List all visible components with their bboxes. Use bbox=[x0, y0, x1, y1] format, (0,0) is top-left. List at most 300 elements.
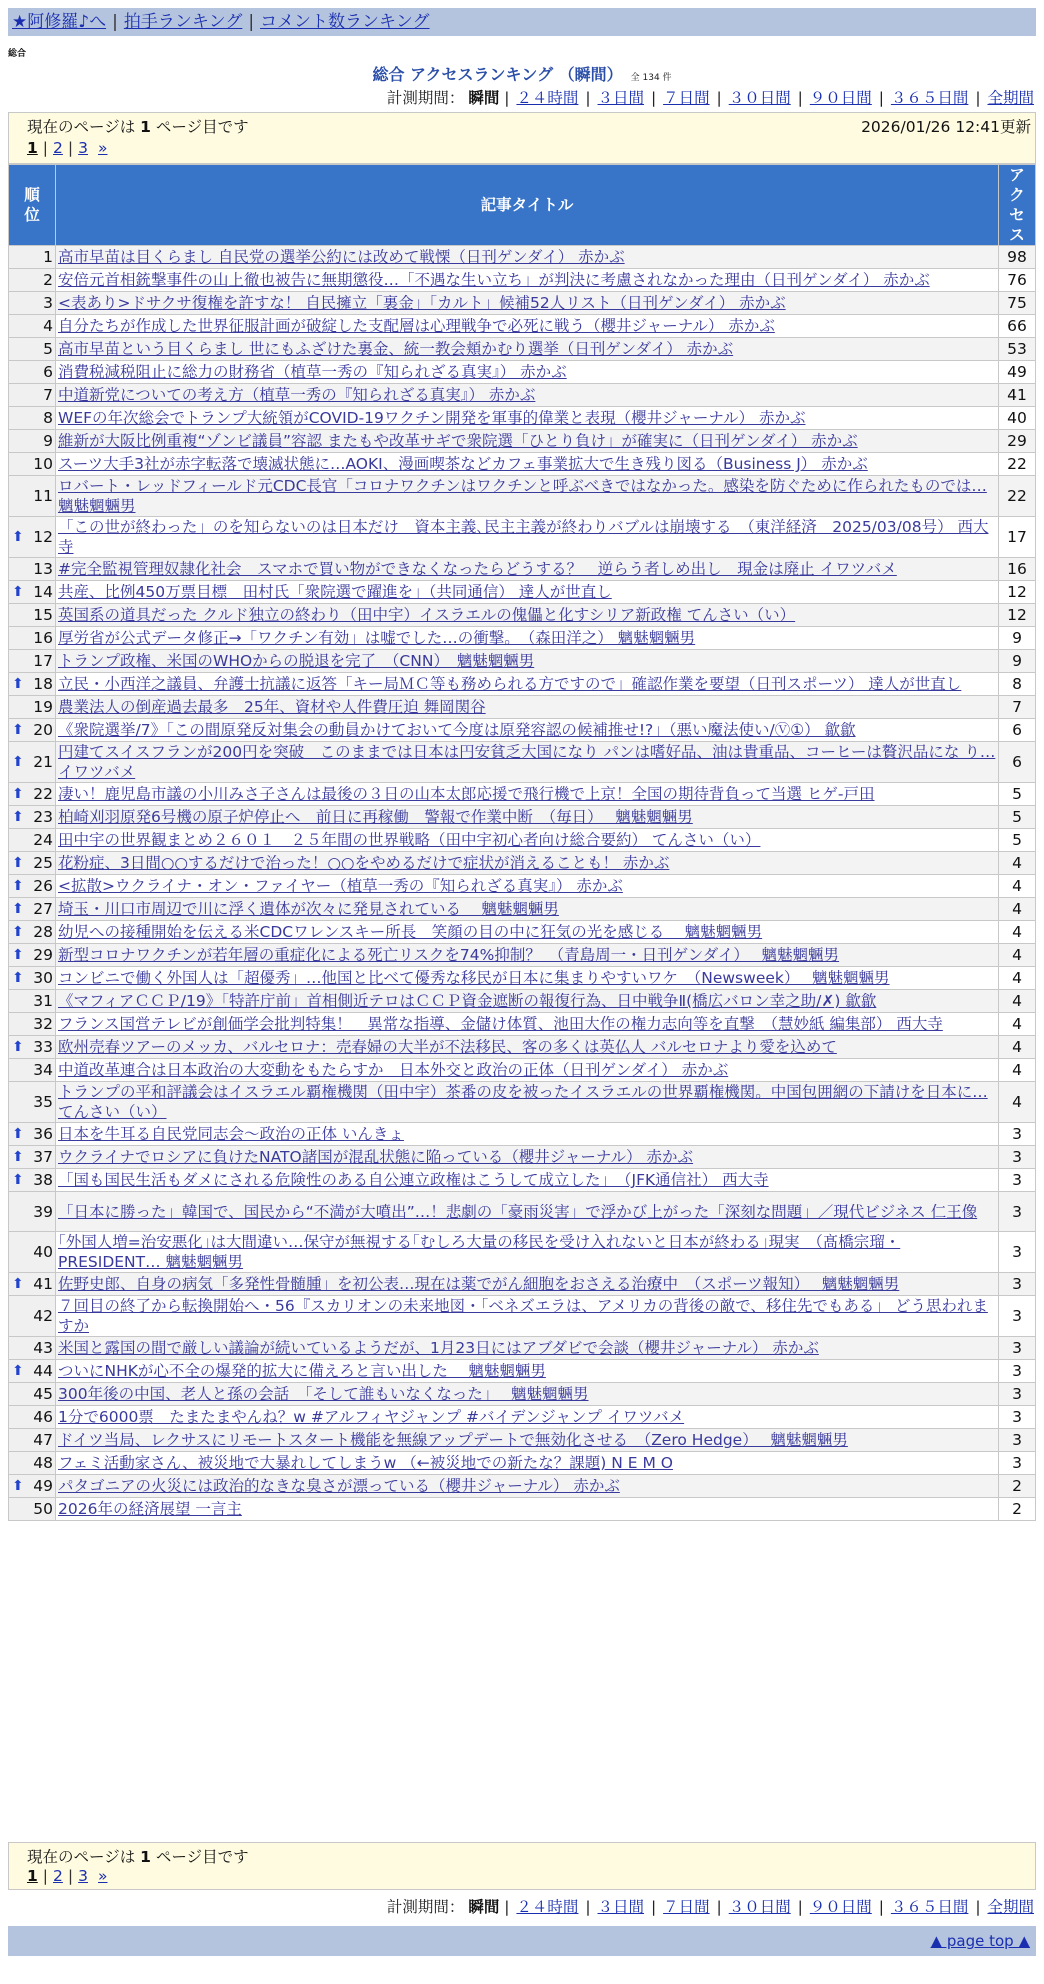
rank-cell bbox=[9, 1475, 56, 1498]
period-all[interactable]: 全期間 bbox=[987, 89, 1034, 107]
rank-cell bbox=[9, 673, 56, 696]
header-access: アクセス bbox=[999, 165, 1036, 246]
article-title-link[interactable]: 埼玉・川口市周辺で川に浮く遺体が次々に発見されている 魑魅魍魎男 bbox=[58, 900, 559, 918]
article-title-link[interactable]: フェミ活動家さん、被災地で大暴れしてしまうw （←被災地での新たな？課題) N E M O bbox=[58, 1454, 673, 1472]
up-arrow-icon: ⬆ bbox=[12, 901, 24, 917]
access-count: 9 bbox=[999, 650, 1036, 673]
up-arrow-icon: ⬆ bbox=[12, 1126, 24, 1142]
title-cell bbox=[56, 1498, 999, 1521]
table-row bbox=[9, 1406, 1036, 1429]
rank-cell bbox=[9, 967, 56, 990]
period-label-bottom: 計測期間： bbox=[386, 1898, 465, 1916]
article-title-link[interactable]: 幼児への接種開始を伝える米CDCワレンスキー所長 笑顔の目の中に狂気の光を感じる 魑魅魍魎男 bbox=[58, 923, 763, 941]
rank-number: 10 bbox=[33, 455, 53, 473]
table-row bbox=[9, 1082, 1036, 1123]
article-title-link[interactable]: 《マフィアＣＣＰ/19》「特許庁前」首相側近テロはＣＣＰ資金遮断の報復行為、日中戦争Ⅱ(橋広バロン幸之助/✗) 歙歙 bbox=[58, 992, 877, 1010]
article-title-link[interactable]: コンビニで働く外国人は「超優秀」…他国と比べて優秀な移民が日本に集まりやすいワケ （Newsweek） 魑魅魍魎男 bbox=[58, 969, 890, 987]
period-7d-bottom[interactable]: ７日間 bbox=[663, 1898, 710, 1916]
table-row bbox=[9, 361, 1036, 384]
article-title-link[interactable]: 農業法人の倒産過去最多 25年、資材や人件費圧迫 舞岡関谷 bbox=[58, 698, 486, 716]
up-arrow-icon: ⬆ bbox=[12, 529, 24, 545]
table-row bbox=[9, 246, 1036, 269]
access-count: 3 bbox=[999, 1146, 1036, 1169]
table-row bbox=[9, 1123, 1036, 1146]
rank-cell bbox=[9, 1082, 56, 1123]
article-title-link[interactable]: 花粉症、3日間○○するだけで治った！○○をやめるだけで症状が消えることも！ 赤かぶ bbox=[58, 854, 670, 872]
up-arrow-icon: ⬆ bbox=[12, 1478, 24, 1494]
access-count: 6 bbox=[999, 719, 1036, 742]
rank-cell bbox=[9, 875, 56, 898]
article-title-link[interactable]: 「日本に勝った」韓国で、国民から“不満が大噴出”…！悲劇の「豪雨災害」で浮かび上がった「深刻な問題」／現代ビジネス 仁王像 bbox=[58, 1202, 978, 1221]
table-row bbox=[9, 1383, 1036, 1406]
title-cell bbox=[56, 1452, 999, 1475]
access-count: 4 bbox=[999, 875, 1036, 898]
table-row bbox=[9, 517, 1036, 558]
title-cell bbox=[56, 407, 999, 430]
page-info-text-bottom: 現在のページは 1 ページ目です bbox=[27, 1848, 249, 1866]
rank-cell bbox=[9, 742, 56, 783]
page-info-bottom bbox=[8, 1842, 1036, 1890]
rank-cell bbox=[9, 1192, 56, 1232]
rank-cell bbox=[9, 1036, 56, 1059]
nav-link-comment-ranking[interactable]: コメント数ランキング bbox=[260, 12, 430, 32]
rank-cell bbox=[9, 696, 56, 719]
title-cell bbox=[56, 1232, 999, 1273]
article-title-link[interactable]: フランス国営テレビが創価学会批判特集！ 異常な指導、金儲け体質、池田大作の権力志向等を直撃 （慧妙紙 編集部） 西大寺 bbox=[58, 1015, 943, 1033]
access-count: 5 bbox=[999, 829, 1036, 852]
rank-cell bbox=[9, 315, 56, 338]
table-header-row bbox=[9, 165, 1036, 246]
article-title-link[interactable]: 中道新党についての考え方（植草一秀の『知られざる真実』） 赤かぶ bbox=[58, 386, 536, 404]
access-count: 4 bbox=[999, 921, 1036, 944]
table-row bbox=[9, 604, 1036, 627]
article-title-link[interactable]: 維新が大阪比例重複“ゾンビ議員”容認 またもや改革サギで衆院選「ひとり負け」が確実に（日刊ゲンダイ） 赤かぶ bbox=[58, 432, 858, 450]
updated-timestamp: 2026/01/26 12:41更新 bbox=[861, 118, 1031, 136]
table-row bbox=[9, 1232, 1036, 1273]
table-row bbox=[9, 1429, 1036, 1452]
rank-cell bbox=[9, 453, 56, 476]
article-title-link[interactable]: 佐野史郎、自身の病気「多発性骨髄腫」を初公表…現在は薬でがん細胞をおさえる治療中 （スポーツ報知） 魑魅魍魎男 bbox=[58, 1275, 900, 1293]
up-arrow-icon: ⬆ bbox=[12, 1039, 24, 1055]
title-cell bbox=[56, 384, 999, 407]
up-arrow-icon: ⬆ bbox=[12, 970, 24, 986]
rank-number: 14 bbox=[33, 583, 53, 601]
rank-number: 22 bbox=[33, 785, 53, 803]
pager-page-3-bottom[interactable]: 3 bbox=[78, 1867, 89, 1885]
article-title-link[interactable]: トランプの平和評議会はイスラエル覇権機関（田中宇）茶番の皮を被ったイスラエルの世界覇権機関。中国包囲網の下請けを日本に… てんさい（い） bbox=[58, 1083, 988, 1121]
rank-cell bbox=[9, 783, 56, 806]
table-row bbox=[9, 829, 1036, 852]
rank-number: 23 bbox=[33, 808, 53, 826]
title-cell bbox=[56, 1192, 999, 1232]
rank-number: 15 bbox=[33, 606, 53, 624]
table-row bbox=[9, 783, 1036, 806]
access-count: 12 bbox=[999, 604, 1036, 627]
rank-cell bbox=[9, 1406, 56, 1429]
title-cell bbox=[56, 783, 999, 806]
rank-cell bbox=[9, 1337, 56, 1360]
period-selector-top: 計測期間： 瞬間 | ２４時間 | ３日間 | ７日間 | ３０日間 | ９０日間 | ３６５日間 | 全期間 bbox=[386, 89, 1034, 107]
article-title-link[interactable]: 新型コロナワクチンが若年層の重症化による死亡リスクを74%抑制？ （青島周一・日刊ゲンダイ） 魑魅魍魎男 bbox=[58, 946, 840, 964]
table-row bbox=[9, 581, 1036, 604]
rank-number: 6 bbox=[43, 363, 53, 381]
up-arrow-icon: ⬆ bbox=[12, 1172, 24, 1188]
rank-cell bbox=[9, 407, 56, 430]
title-cell bbox=[56, 944, 999, 967]
table-row bbox=[9, 1059, 1036, 1082]
table-row bbox=[9, 1169, 1036, 1192]
rank-number: 50 bbox=[33, 1500, 53, 1518]
article-title-link[interactable]: ドイツ当局、レクサスにリモートスタート機能を無線アップデートで無効化させる （Zero Hedge） 魑魅魍魎男 bbox=[58, 1431, 848, 1449]
rank-cell bbox=[9, 338, 56, 361]
ranking-table bbox=[8, 164, 1036, 1521]
table-row bbox=[9, 315, 1036, 338]
table-row bbox=[9, 384, 1036, 407]
article-title-link[interactable]: 円建てスイスフランが200円を突破 このままでは日本は円安貧乏大国になり パンは嗜好品、油は貴重品、コーヒーは贅沢品にな り… イワツバメ bbox=[58, 743, 996, 781]
article-title-link[interactable]: 厚労省が公式データ修正→「ワクチン有効」は嘘でした…の衝撃。 （森田洋之） 魑魅魍魎男 bbox=[58, 629, 696, 647]
table-row bbox=[9, 852, 1036, 875]
article-title-link[interactable]: 1分で6000票 たまたまやんね？w #アルフィヤジャンプ #バイデンジャンプ イワツバメ bbox=[58, 1408, 685, 1426]
rank-cell bbox=[9, 246, 56, 269]
article-title-link[interactable]: 英国系の道具だった クルド独立の終わり（田中宇）イスラエルの傀儡と化すシリア新政権 てんさい（い） bbox=[58, 606, 796, 624]
rank-cell bbox=[9, 829, 56, 852]
rank-cell bbox=[9, 1059, 56, 1082]
article-title-link[interactable]: 2026年の経済展望 一言主 bbox=[58, 1500, 242, 1518]
article-title-link[interactable]: ロバート・レッドフィールド元CDC長官「コロナワクチンはワクチンと呼ぶべきではなかった。感染を防ぐために作られたものでは… 魑魅魍魎男 bbox=[58, 477, 987, 515]
title-cell bbox=[56, 990, 999, 1013]
rank-number: 17 bbox=[33, 652, 53, 670]
header-title: 記事タイトル bbox=[56, 165, 999, 246]
rank-number: 18 bbox=[33, 675, 53, 693]
rank-cell bbox=[9, 990, 56, 1013]
pager-current-bottom: 1 bbox=[27, 1867, 38, 1885]
article-title-link[interactable]: 柏崎刈羽原発6号機の原子炉停止へ 前日に再稼働 警報で作業中断 （毎日） 魑魅魍魎男 bbox=[58, 808, 693, 826]
table-row bbox=[9, 1337, 1036, 1360]
access-count: 3 bbox=[999, 1192, 1036, 1232]
article-title-link[interactable]: パタゴニアの火災には政治的なきな臭さが漂っている（櫻井ジャーナル） 赤かぶ bbox=[58, 1477, 620, 1495]
period-24h-bottom[interactable]: ２４時間 bbox=[516, 1898, 579, 1916]
rank-cell bbox=[9, 1169, 56, 1192]
rank-number: 46 bbox=[33, 1408, 53, 1426]
title-cell bbox=[56, 1123, 999, 1146]
table-row bbox=[9, 875, 1036, 898]
rank-cell bbox=[9, 1013, 56, 1036]
up-arrow-icon: ⬆ bbox=[12, 584, 24, 600]
access-count: 4 bbox=[999, 944, 1036, 967]
title-cell bbox=[56, 338, 999, 361]
access-count: 98 bbox=[999, 246, 1036, 269]
title-cell bbox=[56, 806, 999, 829]
title-cell bbox=[56, 430, 999, 453]
access-count: 66 bbox=[999, 315, 1036, 338]
title-cell bbox=[56, 875, 999, 898]
rank-number: 7 bbox=[43, 386, 53, 404]
table-row bbox=[9, 430, 1036, 453]
rank-cell bbox=[9, 852, 56, 875]
article-title-link[interactable]: <表あり>ドサクサ復権を許すな！ 自民擁立「裏金」「カルト」候補52人リスト（日刊ゲンダイ） 赤かぶ bbox=[58, 294, 786, 312]
table-row bbox=[9, 1452, 1036, 1475]
table-row bbox=[9, 650, 1036, 673]
title-cell bbox=[56, 1013, 999, 1036]
title-cell bbox=[56, 696, 999, 719]
table-row bbox=[9, 1013, 1036, 1036]
rank-cell bbox=[9, 430, 56, 453]
up-arrow-icon: ⬆ bbox=[12, 855, 24, 871]
article-title-link[interactable]: <拡散>ウクライナ・オン・ファイヤー（植草一秀の『知られざる真実』） 赤かぶ bbox=[58, 877, 623, 895]
period-90d[interactable]: ９０日間 bbox=[809, 89, 872, 107]
rank-cell bbox=[9, 1273, 56, 1296]
rank-cell bbox=[9, 1360, 56, 1383]
pager-next-bottom[interactable]: » bbox=[98, 1867, 108, 1885]
table-row bbox=[9, 1036, 1036, 1059]
article-title-link[interactable]: 《衆院選挙/7》「この間原発反対集会の動員かけておいて今度は原発容認の候補推せ!?」（悪い魔法使い/Ⓥ①） 歙歙 bbox=[58, 721, 856, 739]
period-7d[interactable]: ７日間 bbox=[663, 89, 710, 107]
rank-cell bbox=[9, 719, 56, 742]
table-row bbox=[9, 1498, 1036, 1521]
rank-number: 35 bbox=[33, 1093, 53, 1111]
article-title-link[interactable]: 「この世が終わった」のを知らないのは日本だけ 資本主義､民主主義が終わりバブルは崩壊する （東洋経済 2025/03/08号） 西大寺 bbox=[58, 518, 989, 556]
article-title-link[interactable]: 欧州売春ツアーのメッカ、バルセロナ：売春婦の大半が不法移民、客の多くは英仏人 バルセロナより愛を込めて bbox=[58, 1038, 837, 1056]
table-row bbox=[9, 558, 1036, 581]
article-title-link[interactable]: 高市早苗という目くらまし 世にもふざけた裏金、統一教会頬かむり選挙（日刊ゲンダイ） 赤かぶ bbox=[58, 340, 734, 358]
pager-page-3[interactable]: 3 bbox=[78, 139, 89, 157]
access-count: 49 bbox=[999, 361, 1036, 384]
page-title: 総合 アクセスランキング （瞬間） bbox=[372, 65, 623, 84]
page-top-link[interactable]: ▲ page top ▲ bbox=[930, 1932, 1030, 1950]
rank-cell bbox=[9, 1296, 56, 1337]
title-cell bbox=[56, 742, 999, 783]
period-all-bottom[interactable]: 全期間 bbox=[987, 1898, 1034, 1916]
access-count: 3 bbox=[999, 1169, 1036, 1192]
rank-number: 36 bbox=[33, 1125, 53, 1143]
rank-cell bbox=[9, 269, 56, 292]
rank-number: 5 bbox=[43, 340, 53, 358]
table-row bbox=[9, 673, 1036, 696]
period-3d-bottom[interactable]: ３日間 bbox=[597, 1898, 645, 1916]
title-cell bbox=[56, 1296, 999, 1337]
article-title-link[interactable]: 凄い！鹿児島市議の小川みさ子さんは最後の３日の山本太郎応援で飛行機で上京！全国の期待背負って当選 ヒゲ-戸田 bbox=[58, 785, 875, 803]
title-cell bbox=[56, 1475, 999, 1498]
article-title-link[interactable]: 安倍元首相銃撃事件の山上徹也被告に無期懲役…「不遇な生い立ち」が判決に考慮されなかった理由（日刊ゲンダイ） 赤かぶ bbox=[58, 271, 930, 289]
rank-number: 30 bbox=[33, 969, 53, 987]
rank-number: 26 bbox=[33, 877, 53, 895]
article-title-link[interactable]: トランプ政権、米国のWHOからの脱退を完了 （CNN） 魑魅魍魎男 bbox=[58, 652, 535, 670]
table-row bbox=[9, 476, 1036, 517]
access-count: 12 bbox=[999, 581, 1036, 604]
rank-cell bbox=[9, 292, 56, 315]
table-row bbox=[9, 944, 1036, 967]
table-row bbox=[9, 719, 1036, 742]
table-row bbox=[9, 806, 1036, 829]
access-count: 2 bbox=[999, 1498, 1036, 1521]
table-row bbox=[9, 1296, 1036, 1337]
article-title-link[interactable]: ついにNHKが心不全の爆発的拡大に備えろと言い出した 魑魅魍魎男 bbox=[58, 1362, 546, 1380]
page-info-text: 現在のページは 1 ページ目です bbox=[27, 118, 249, 136]
rank-number: 13 bbox=[33, 560, 53, 578]
rank-number: 42 bbox=[33, 1307, 53, 1325]
header-rank: 順位 bbox=[9, 165, 56, 246]
nav-link-applause-ranking[interactable]: 拍手ランキング bbox=[123, 12, 243, 32]
rank-number: 47 bbox=[33, 1431, 53, 1449]
nav-link-asyura[interactable]: ★阿修羅♪へ bbox=[12, 12, 107, 32]
nav-separator: | bbox=[248, 12, 255, 32]
up-arrow-icon: ⬆ bbox=[12, 786, 24, 802]
title-cell bbox=[56, 246, 999, 269]
rank-cell bbox=[9, 1232, 56, 1273]
access-count: 3 bbox=[999, 1337, 1036, 1360]
article-title-link[interactable]: WEFの年次総会でトランプ大統領がCOVID-19ワクチン開発を軍事的偉業と表現（櫻井ジャーナル） 赤かぶ bbox=[58, 409, 806, 427]
article-title-link[interactable]: 高市早苗は目くらまし 自民党の選挙公約には改めて戦慄（日刊ゲンダイ） 赤かぶ bbox=[58, 248, 625, 266]
rank-number: 31 bbox=[33, 992, 53, 1010]
access-count: 4 bbox=[999, 898, 1036, 921]
rank-cell bbox=[9, 1383, 56, 1406]
table-row bbox=[9, 1360, 1036, 1383]
page-title-row bbox=[0, 62, 1044, 85]
article-title-link[interactable]: 米国と露国の間で厳しい議論が続いているようだが、1月23日にはアブダビで会談（櫻井ジャーナル） 赤かぶ bbox=[58, 1339, 819, 1357]
access-count: 3 bbox=[999, 1232, 1036, 1273]
access-count: 3 bbox=[999, 1296, 1036, 1337]
rank-number: 25 bbox=[33, 854, 53, 872]
period-24h[interactable]: ２４時間 bbox=[516, 89, 579, 107]
access-count: 3 bbox=[999, 1360, 1036, 1383]
title-cell bbox=[56, 967, 999, 990]
pager-top: 1 | 2 | 3 » bbox=[27, 139, 108, 157]
rank-number: 8 bbox=[43, 409, 53, 427]
article-title-link[interactable]: ７回目の終了から転換開始へ・56『スカリオンの未来地図・「ベネズエラは、アメリカの背後の敵で、移住先でもある」 どう思われますか bbox=[58, 1297, 988, 1335]
rank-cell bbox=[9, 806, 56, 829]
access-count: 41 bbox=[999, 384, 1036, 407]
access-count: 29 bbox=[999, 430, 1036, 453]
period-30d-bottom[interactable]: ３０日間 bbox=[728, 1898, 791, 1916]
up-arrow-icon: ⬆ bbox=[12, 947, 24, 963]
access-count: 22 bbox=[999, 476, 1036, 517]
article-title-link[interactable]: 立民・小西洋之議員、弁護士抗議に返答「キー局ＭＣ等も務められる方ですので」確認作業を要望（日刊スポーツ） 達人が世直し bbox=[58, 675, 962, 693]
article-title-link[interactable]: ウクライナでロシアに負けたNATO諸国が混乱状態に陥っている（櫻井ジャーナル） 赤かぶ bbox=[58, 1148, 694, 1166]
access-count: 9 bbox=[999, 627, 1036, 650]
article-title-link[interactable]: 田中宇の世界観まとめ２６０１ ２５年間の世界戦略（田中宇初心者向け総合要約） てんさい（い） bbox=[58, 831, 761, 849]
rank-number: 33 bbox=[33, 1038, 53, 1056]
period-90d-bottom[interactable]: ９０日間 bbox=[809, 1898, 872, 1916]
article-title-link[interactable]: 「国も国民生活もダメにされる危険性のある自公連立政権はこうして成立した」 （JFK通信社） 西大寺 bbox=[58, 1171, 769, 1189]
period-current-bottom: 瞬間 bbox=[468, 1898, 500, 1916]
rank-number: 40 bbox=[33, 1243, 53, 1261]
table-row bbox=[9, 1475, 1036, 1498]
rank-number: 27 bbox=[33, 900, 53, 918]
article-title-link[interactable]: 自分たちが作成した世界征服計画が破綻した支配層は心理戦争で必死に戦う（櫻井ジャーナル） 赤かぶ bbox=[58, 317, 775, 335]
article-title-link[interactable]: 300年後の中国、老人と孫の会話 「そして誰もいなくなった」 魑魅魍魎男 bbox=[58, 1385, 589, 1403]
access-count: 16 bbox=[999, 558, 1036, 581]
rank-cell bbox=[9, 604, 56, 627]
access-count: 6 bbox=[999, 742, 1036, 783]
rank-number: 34 bbox=[33, 1061, 53, 1079]
up-arrow-icon: ⬆ bbox=[12, 878, 24, 894]
article-title-link[interactable]: スーツ大手3社が赤字転落で壊滅状態に…AOKI、漫画喫茶などカフェ事業拡大で生き残り図る（Business J） 赤かぶ bbox=[58, 455, 868, 473]
article-title-link[interactable]: 共産、比例450万票目標 田村氏「衆院選で躍進を」（共同通信） 達人が世直し bbox=[58, 583, 612, 601]
rank-number: 29 bbox=[33, 946, 53, 964]
pager-page-2[interactable]: 2 bbox=[53, 139, 63, 157]
access-count: 4 bbox=[999, 1059, 1036, 1082]
access-count: 4 bbox=[999, 1082, 1036, 1123]
pager-bottom: 1 | 2 | 3 » bbox=[27, 1867, 108, 1885]
title-cell bbox=[56, 604, 999, 627]
rank-number: 11 bbox=[33, 487, 53, 505]
article-title-link[interactable]: 中道改革連合は日本政治の大変動をもたらすか 日本外交と政治の正体（日刊ゲンダイ） 赤かぶ bbox=[58, 1061, 729, 1079]
title-cell bbox=[56, 476, 999, 517]
title-cell bbox=[56, 1169, 999, 1192]
table-row bbox=[9, 1192, 1036, 1232]
access-count: 4 bbox=[999, 1013, 1036, 1036]
table-row bbox=[9, 1146, 1036, 1169]
rank-cell bbox=[9, 581, 56, 604]
table-row bbox=[9, 269, 1036, 292]
rank-number: 2 bbox=[43, 271, 53, 289]
up-arrow-icon: ⬆ bbox=[12, 1276, 24, 1292]
title-cell bbox=[56, 453, 999, 476]
table-row bbox=[9, 1273, 1036, 1296]
rank-number: 9 bbox=[43, 432, 53, 450]
rank-number: 28 bbox=[33, 923, 53, 941]
title-cell bbox=[56, 558, 999, 581]
rank-cell bbox=[9, 384, 56, 407]
title-cell bbox=[56, 1360, 999, 1383]
access-count: 4 bbox=[999, 852, 1036, 875]
period-365d[interactable]: ３６５日間 bbox=[890, 89, 969, 107]
rank-cell bbox=[9, 627, 56, 650]
article-title-link[interactable]: #完全監視管理奴隷化社会 スマホで買い物ができなくなったらどうする？ 逆らう者しめ出し 現金は廃止 イワツバメ bbox=[58, 560, 897, 578]
access-count: 3 bbox=[999, 1123, 1036, 1146]
rank-cell bbox=[9, 944, 56, 967]
table-row bbox=[9, 453, 1036, 476]
title-cell bbox=[56, 1273, 999, 1296]
rank-number: 39 bbox=[33, 1202, 53, 1221]
pager-page-2-bottom[interactable]: 2 bbox=[53, 1867, 63, 1885]
up-arrow-icon: ⬆ bbox=[12, 1363, 24, 1379]
rank-cell bbox=[9, 476, 56, 517]
rank-number: 19 bbox=[33, 698, 53, 716]
access-count: 7 bbox=[999, 696, 1036, 719]
title-cell bbox=[56, 1383, 999, 1406]
rank-number: 24 bbox=[33, 831, 53, 849]
table-row bbox=[9, 627, 1036, 650]
up-arrow-icon: ⬆ bbox=[12, 1149, 24, 1165]
rank-number: 1 bbox=[43, 248, 53, 266]
article-title-link[interactable]: ｢外国人増=治安悪化｣は大間違い…保守が無視する｢むしろ大量の移民を受け入れないと日本が終わる｣現実 （髙橋宗瑠・PRESIDENT… 魑魅魍魎男 bbox=[58, 1233, 901, 1271]
period-selector-bottom: 計測期間： 瞬間 | ２４時間 | ３日間 | ７日間 | ３０日間 | ９０日間 | ３６５日間 | 全期間 bbox=[386, 1898, 1034, 1916]
period-30d[interactable]: ３０日間 bbox=[728, 89, 791, 107]
period-3d[interactable]: ３日間 bbox=[597, 89, 645, 107]
rank-number: 32 bbox=[33, 1015, 53, 1033]
access-count: 5 bbox=[999, 806, 1036, 829]
rank-number: 48 bbox=[33, 1454, 53, 1472]
title-cell bbox=[56, 1036, 999, 1059]
article-title-link[interactable]: 日本を牛耳る自民党同志会～政治の正体 いんきょ bbox=[58, 1125, 404, 1143]
top-nav-bar bbox=[8, 8, 1036, 36]
article-title-link[interactable]: 消費税減税阻止に総力の財務省（植草一秀の『知られざる真実』） 赤かぶ bbox=[58, 363, 567, 381]
access-count: 2 bbox=[999, 1475, 1036, 1498]
table-row bbox=[9, 967, 1036, 990]
title-cell bbox=[56, 627, 999, 650]
title-cell bbox=[56, 852, 999, 875]
pager-next[interactable]: » bbox=[98, 139, 108, 157]
rank-cell bbox=[9, 361, 56, 384]
period-365d-bottom[interactable]: ３６５日間 bbox=[890, 1898, 969, 1916]
rank-cell bbox=[9, 517, 56, 558]
rank-cell bbox=[9, 921, 56, 944]
rank-number: 21 bbox=[33, 753, 53, 771]
period-current: 瞬間 bbox=[468, 89, 500, 107]
ranking-body bbox=[9, 246, 1036, 1521]
title-cell bbox=[56, 1146, 999, 1169]
